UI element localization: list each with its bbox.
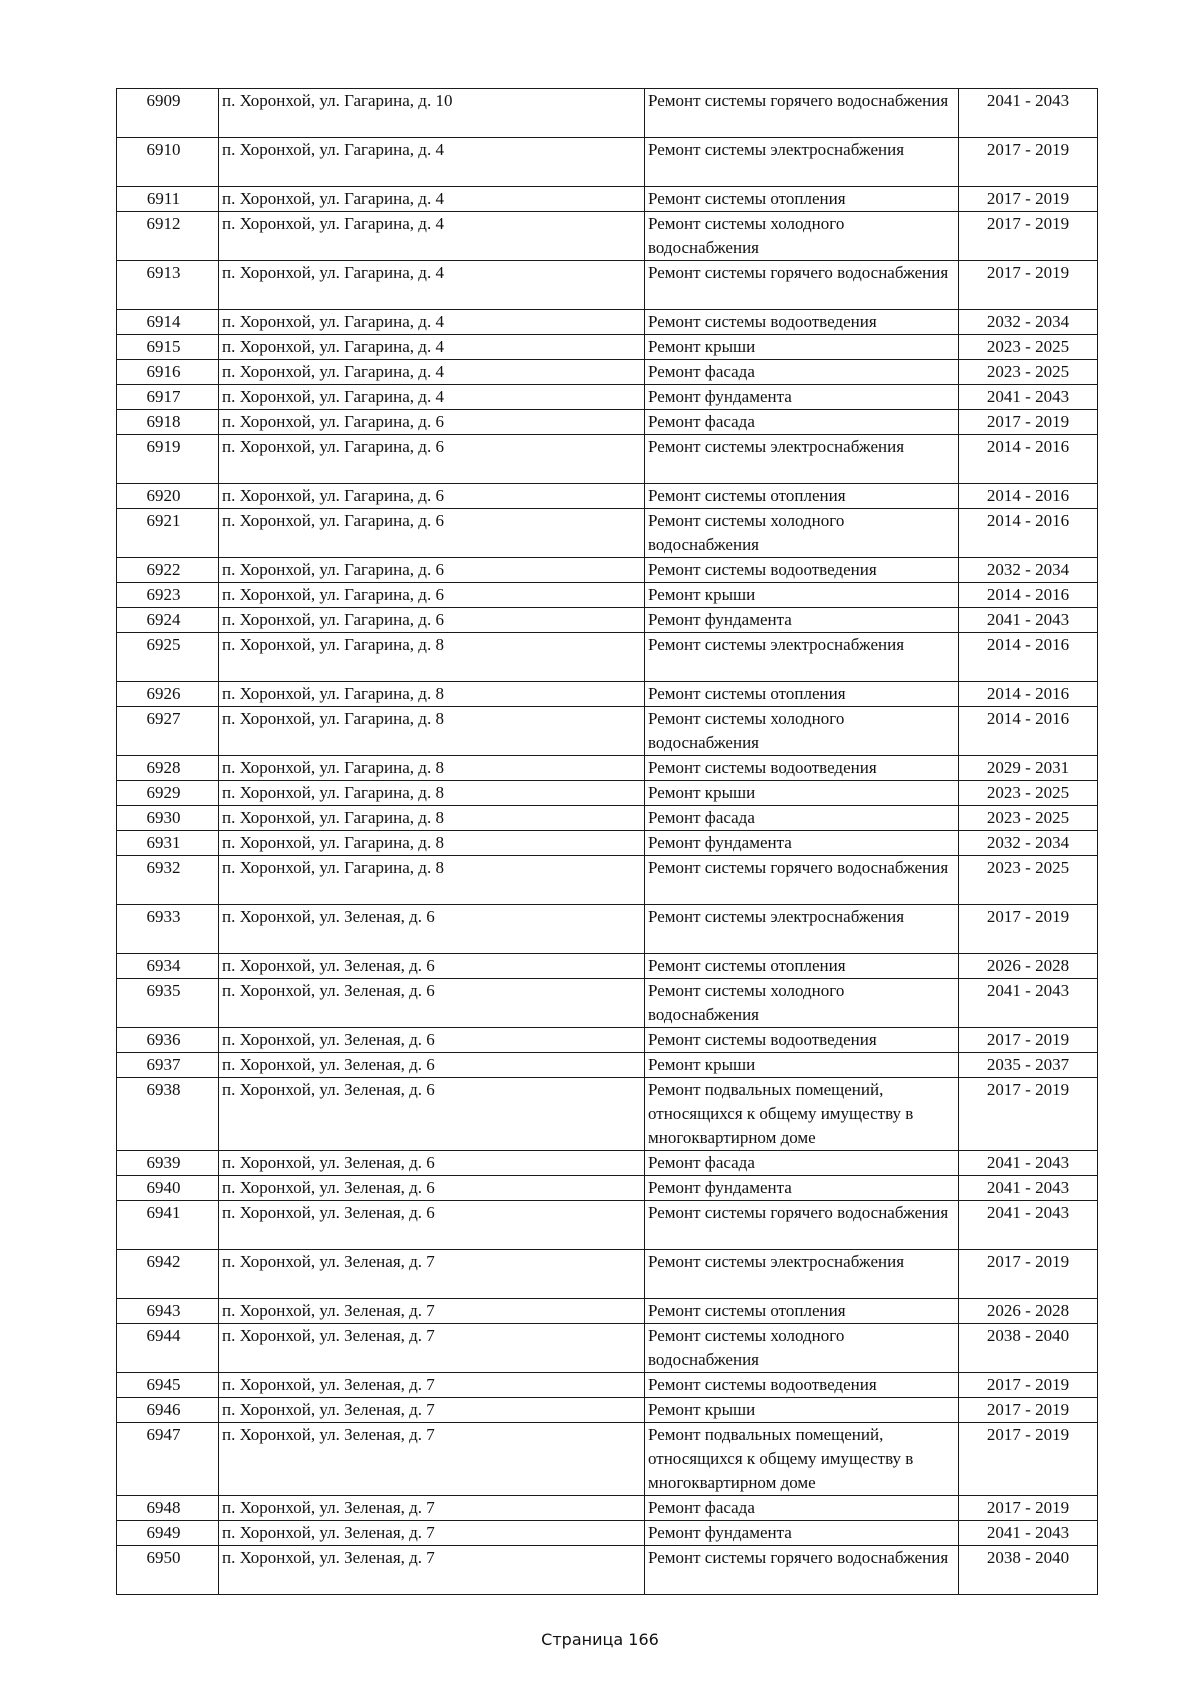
row-number-cell: 6942	[117, 1250, 219, 1299]
address-cell: п. Хоронхой, ул. Зеленая, д. 7	[219, 1496, 645, 1521]
table-row	[117, 187, 1098, 212]
period-cell: 2041 - 2043	[959, 608, 1098, 633]
row-number-cell: 6910	[117, 138, 219, 187]
period-cell: 2023 - 2025	[959, 335, 1098, 360]
work-type-cell: Ремонт системы отопления	[645, 484, 959, 509]
address-cell: п. Хоронхой, ул. Гагарина, д. 4	[219, 261, 645, 310]
work-type-cell: Ремонт системы водоотведения	[645, 1028, 959, 1053]
period-cell: 2017 - 2019	[959, 261, 1098, 310]
period-cell: 2023 - 2025	[959, 781, 1098, 806]
repair-schedule-table	[116, 88, 1098, 1595]
row-number-cell: 6913	[117, 261, 219, 310]
row-number-cell: 6948	[117, 1496, 219, 1521]
address-cell: п. Хоронхой, ул. Зеленая, д. 7	[219, 1398, 645, 1423]
row-number-cell: 6941	[117, 1201, 219, 1250]
work-type-cell: Ремонт системы холодного водоснабжения	[645, 509, 959, 558]
address-cell: п. Хоронхой, ул. Зеленая, д. 6	[219, 1078, 645, 1151]
work-type-cell: Ремонт фундамента	[645, 385, 959, 410]
work-type-cell: Ремонт системы отопления	[645, 187, 959, 212]
period-cell: 2017 - 2019	[959, 1373, 1098, 1398]
table-row	[117, 360, 1098, 385]
table-row	[117, 1423, 1098, 1496]
address-cell: п. Хоронхой, ул. Гагарина, д. 8	[219, 633, 645, 682]
period-cell: 2014 - 2016	[959, 509, 1098, 558]
table-row	[117, 633, 1098, 682]
period-cell: 2026 - 2028	[959, 954, 1098, 979]
table-row	[117, 1176, 1098, 1201]
work-type-cell: Ремонт подвальных помещений, относящихся к общему имуществу в многоквартирном доме	[645, 1078, 959, 1151]
address-cell: п. Хоронхой, ул. Зеленая, д. 7	[219, 1423, 645, 1496]
work-type-cell: Ремонт системы отопления	[645, 682, 959, 707]
address-cell: п. Хоронхой, ул. Зеленая, д. 6	[219, 954, 645, 979]
address-cell: п. Хоронхой, ул. Зеленая, д. 6	[219, 905, 645, 954]
row-number-cell: 6926	[117, 682, 219, 707]
row-number-cell: 6923	[117, 583, 219, 608]
period-cell: 2017 - 2019	[959, 905, 1098, 954]
period-cell: 2017 - 2019	[959, 1423, 1098, 1496]
period-cell: 2017 - 2019	[959, 1028, 1098, 1053]
period-cell: 2032 - 2034	[959, 831, 1098, 856]
row-number-cell: 6950	[117, 1546, 219, 1595]
address-cell: п. Хоронхой, ул. Гагарина, д. 6	[219, 608, 645, 633]
table-row	[117, 1151, 1098, 1176]
period-cell: 2017 - 2019	[959, 187, 1098, 212]
address-cell: п. Хоронхой, ул. Гагарина, д. 8	[219, 756, 645, 781]
address-cell: п. Хоронхой, ул. Гагарина, д. 6	[219, 435, 645, 484]
row-number-cell: 6931	[117, 831, 219, 856]
period-cell: 2041 - 2043	[959, 1201, 1098, 1250]
work-type-cell: Ремонт системы горячего водоснабжения	[645, 1201, 959, 1250]
work-type-cell: Ремонт фасада	[645, 806, 959, 831]
period-cell: 2038 - 2040	[959, 1546, 1098, 1595]
work-type-cell: Ремонт системы водоотведения	[645, 558, 959, 583]
table-row	[117, 806, 1098, 831]
work-type-cell: Ремонт фасада	[645, 1151, 959, 1176]
table-body	[117, 89, 1098, 1595]
work-type-cell: Ремонт системы водоотведения	[645, 310, 959, 335]
period-cell: 2041 - 2043	[959, 89, 1098, 138]
address-cell: п. Хоронхой, ул. Гагарина, д. 4	[219, 335, 645, 360]
table-row	[117, 954, 1098, 979]
work-type-cell: Ремонт системы электроснабжения	[645, 138, 959, 187]
address-cell: п. Хоронхой, ул. Зеленая, д. 7	[219, 1373, 645, 1398]
work-type-cell: Ремонт системы горячего водоснабжения	[645, 89, 959, 138]
row-number-cell: 6915	[117, 335, 219, 360]
row-number-cell: 6932	[117, 856, 219, 905]
table-row	[117, 831, 1098, 856]
row-number-cell: 6922	[117, 558, 219, 583]
table-row	[117, 385, 1098, 410]
address-cell: п. Хоронхой, ул. Гагарина, д. 4	[219, 385, 645, 410]
address-cell: п. Хоронхой, ул. Гагарина, д. 6	[219, 509, 645, 558]
table-row	[117, 410, 1098, 435]
address-cell: п. Хоронхой, ул. Зеленая, д. 7	[219, 1324, 645, 1373]
table-row	[117, 682, 1098, 707]
work-type-cell: Ремонт системы водоотведения	[645, 1373, 959, 1398]
table-row	[117, 979, 1098, 1028]
table-row	[117, 1250, 1098, 1299]
table-row	[117, 435, 1098, 484]
row-number-cell: 6945	[117, 1373, 219, 1398]
address-cell: п. Хоронхой, ул. Зеленая, д. 7	[219, 1299, 645, 1324]
period-cell: 2014 - 2016	[959, 707, 1098, 756]
address-cell: п. Хоронхой, ул. Зеленая, д. 7	[219, 1546, 645, 1595]
address-cell: п. Хоронхой, ул. Гагарина, д. 4	[219, 360, 645, 385]
work-type-cell: Ремонт системы горячего водоснабжения	[645, 261, 959, 310]
work-type-cell: Ремонт фасада	[645, 410, 959, 435]
table-row	[117, 335, 1098, 360]
row-number-cell: 6935	[117, 979, 219, 1028]
row-number-cell: 6949	[117, 1521, 219, 1546]
work-type-cell: Ремонт крыши	[645, 1053, 959, 1078]
row-number-cell: 6916	[117, 360, 219, 385]
period-cell: 2017 - 2019	[959, 212, 1098, 261]
address-cell: п. Хоронхой, ул. Гагарина, д. 8	[219, 831, 645, 856]
row-number-cell: 6911	[117, 187, 219, 212]
period-cell: 2017 - 2019	[959, 138, 1098, 187]
address-cell: п. Хоронхой, ул. Гагарина, д. 8	[219, 856, 645, 905]
row-number-cell: 6940	[117, 1176, 219, 1201]
period-cell: 2017 - 2019	[959, 1250, 1098, 1299]
work-type-cell: Ремонт системы электроснабжения	[645, 633, 959, 682]
period-cell: 2041 - 2043	[959, 1151, 1098, 1176]
row-number-cell: 6946	[117, 1398, 219, 1423]
table-row	[117, 756, 1098, 781]
row-number-cell: 6947	[117, 1423, 219, 1496]
row-number-cell: 6936	[117, 1028, 219, 1053]
work-type-cell: Ремонт системы электроснабжения	[645, 1250, 959, 1299]
row-number-cell: 6920	[117, 484, 219, 509]
table-row	[117, 509, 1098, 558]
table-row	[117, 608, 1098, 633]
work-type-cell: Ремонт системы холодного водоснабжения	[645, 979, 959, 1028]
address-cell: п. Хоронхой, ул. Зеленая, д. 6	[219, 1151, 645, 1176]
row-number-cell: 6939	[117, 1151, 219, 1176]
period-cell: 2032 - 2034	[959, 310, 1098, 335]
period-cell: 2014 - 2016	[959, 633, 1098, 682]
page-number: Страница 166	[541, 1630, 659, 1649]
period-cell: 2017 - 2019	[959, 1078, 1098, 1151]
table-row	[117, 1373, 1098, 1398]
row-number-cell: 6938	[117, 1078, 219, 1151]
period-cell: 2017 - 2019	[959, 410, 1098, 435]
row-number-cell: 6921	[117, 509, 219, 558]
table-row	[117, 1521, 1098, 1546]
row-number-cell: 6933	[117, 905, 219, 954]
work-type-cell: Ремонт системы отопления	[645, 954, 959, 979]
period-cell: 2017 - 2019	[959, 1496, 1098, 1521]
work-type-cell: Ремонт фасада	[645, 360, 959, 385]
table-row	[117, 558, 1098, 583]
work-type-cell: Ремонт фундамента	[645, 608, 959, 633]
table-row	[117, 905, 1098, 954]
period-cell: 2014 - 2016	[959, 484, 1098, 509]
table-row	[117, 1028, 1098, 1053]
row-number-cell: 6917	[117, 385, 219, 410]
work-type-cell: Ремонт крыши	[645, 583, 959, 608]
address-cell: п. Хоронхой, ул. Зеленая, д. 6	[219, 1176, 645, 1201]
address-cell: п. Хоронхой, ул. Гагарина, д. 6	[219, 583, 645, 608]
period-cell: 2014 - 2016	[959, 682, 1098, 707]
address-cell: п. Хоронхой, ул. Гагарина, д. 8	[219, 806, 645, 831]
table-row	[117, 261, 1098, 310]
work-type-cell: Ремонт системы электроснабжения	[645, 435, 959, 484]
table-row	[117, 1324, 1098, 1373]
work-type-cell: Ремонт системы водоотведения	[645, 756, 959, 781]
address-cell: п. Хоронхой, ул. Зеленая, д. 6	[219, 1201, 645, 1250]
work-type-cell: Ремонт системы холодного водоснабжения	[645, 212, 959, 261]
work-type-cell: Ремонт крыши	[645, 335, 959, 360]
work-type-cell: Ремонт фундамента	[645, 1521, 959, 1546]
period-cell: 2014 - 2016	[959, 583, 1098, 608]
address-cell: п. Хоронхой, ул. Зеленая, д. 6	[219, 1053, 645, 1078]
table-row	[117, 856, 1098, 905]
table-row	[117, 1546, 1098, 1595]
row-number-cell: 6918	[117, 410, 219, 435]
row-number-cell: 6928	[117, 756, 219, 781]
row-number-cell: 6909	[117, 89, 219, 138]
address-cell: п. Хоронхой, ул. Зеленая, д. 6	[219, 979, 645, 1028]
address-cell: п. Хоронхой, ул. Гагарина, д. 8	[219, 781, 645, 806]
work-type-cell: Ремонт системы электроснабжения	[645, 905, 959, 954]
address-cell: п. Хоронхой, ул. Гагарина, д. 6	[219, 410, 645, 435]
work-type-cell: Ремонт подвальных помещений, относящихся к общему имуществу в многоквартирном доме	[645, 1423, 959, 1496]
period-cell: 2041 - 2043	[959, 385, 1098, 410]
work-type-cell: Ремонт системы горячего водоснабжения	[645, 856, 959, 905]
work-type-cell: Ремонт крыши	[645, 1398, 959, 1423]
period-cell: 2032 - 2034	[959, 558, 1098, 583]
period-cell: 2014 - 2016	[959, 435, 1098, 484]
table-row	[117, 1496, 1098, 1521]
table-row	[117, 138, 1098, 187]
table-row	[117, 707, 1098, 756]
address-cell: п. Хоронхой, ул. Гагарина, д. 6	[219, 558, 645, 583]
period-cell: 2026 - 2028	[959, 1299, 1098, 1324]
work-type-cell: Ремонт системы холодного водоснабжения	[645, 1324, 959, 1373]
period-cell: 2041 - 2043	[959, 1176, 1098, 1201]
table-row	[117, 1201, 1098, 1250]
row-number-cell: 6934	[117, 954, 219, 979]
table-row	[117, 484, 1098, 509]
table-row	[117, 89, 1098, 138]
row-number-cell: 6914	[117, 310, 219, 335]
address-cell: п. Хоронхой, ул. Гагарина, д. 4	[219, 187, 645, 212]
work-type-cell: Ремонт крыши	[645, 781, 959, 806]
period-cell: 2023 - 2025	[959, 856, 1098, 905]
work-type-cell: Ремонт фундамента	[645, 831, 959, 856]
address-cell: п. Хоронхой, ул. Гагарина, д. 8	[219, 707, 645, 756]
table-row	[117, 1053, 1098, 1078]
table-row	[117, 781, 1098, 806]
address-cell: п. Хоронхой, ул. Зеленая, д. 7	[219, 1521, 645, 1546]
table-row	[117, 212, 1098, 261]
row-number-cell: 6937	[117, 1053, 219, 1078]
address-cell: п. Хоронхой, ул. Гагарина, д. 4	[219, 310, 645, 335]
row-number-cell: 6930	[117, 806, 219, 831]
work-type-cell: Ремонт системы горячего водоснабжения	[645, 1546, 959, 1595]
work-type-cell: Ремонт фасада	[645, 1496, 959, 1521]
row-number-cell: 6925	[117, 633, 219, 682]
work-type-cell: Ремонт системы отопления	[645, 1299, 959, 1324]
table-row	[117, 310, 1098, 335]
table-row	[117, 1078, 1098, 1151]
row-number-cell: 6927	[117, 707, 219, 756]
row-number-cell: 6912	[117, 212, 219, 261]
table-row	[117, 1398, 1098, 1423]
address-cell: п. Хоронхой, ул. Зеленая, д. 6	[219, 1028, 645, 1053]
period-cell: 2023 - 2025	[959, 806, 1098, 831]
work-type-cell: Ремонт системы холодного водоснабжения	[645, 707, 959, 756]
address-cell: п. Хоронхой, ул. Зеленая, д. 7	[219, 1250, 645, 1299]
table-row	[117, 1299, 1098, 1324]
row-number-cell: 6943	[117, 1299, 219, 1324]
row-number-cell: 6919	[117, 435, 219, 484]
address-cell: п. Хоронхой, ул. Гагарина, д. 4	[219, 212, 645, 261]
address-cell: п. Хоронхой, ул. Гагарина, д. 6	[219, 484, 645, 509]
period-cell: 2041 - 2043	[959, 1521, 1098, 1546]
row-number-cell: 6924	[117, 608, 219, 633]
period-cell: 2041 - 2043	[959, 979, 1098, 1028]
row-number-cell: 6929	[117, 781, 219, 806]
address-cell: п. Хоронхой, ул. Гагарина, д. 4	[219, 138, 645, 187]
table-row	[117, 583, 1098, 608]
period-cell: 2017 - 2019	[959, 1398, 1098, 1423]
row-number-cell: 6944	[117, 1324, 219, 1373]
address-cell: п. Хоронхой, ул. Гагарина, д. 8	[219, 682, 645, 707]
work-type-cell: Ремонт фундамента	[645, 1176, 959, 1201]
period-cell: 2038 - 2040	[959, 1324, 1098, 1373]
period-cell: 2023 - 2025	[959, 360, 1098, 385]
period-cell: 2029 - 2031	[959, 756, 1098, 781]
address-cell: п. Хоронхой, ул. Гагарина, д. 10	[219, 89, 645, 138]
period-cell: 2035 - 2037	[959, 1053, 1098, 1078]
